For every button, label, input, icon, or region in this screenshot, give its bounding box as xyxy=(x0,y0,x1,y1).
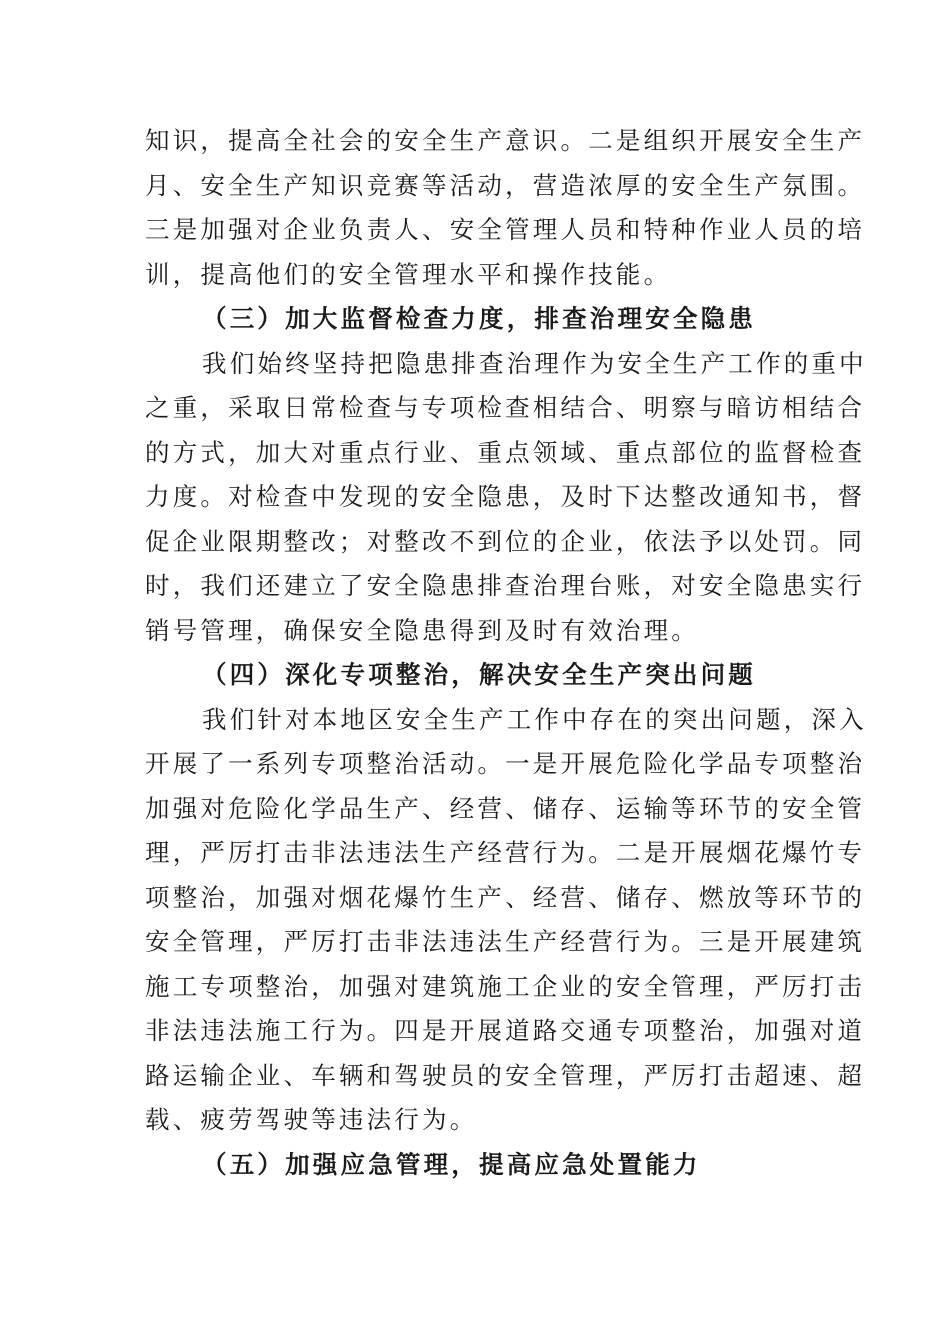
body-line: 我们始终坚持把隐患排查治理作为安全生产工作的重中 xyxy=(202,348,867,378)
body-line: 开展了一系列专项整治活动。一是开展危险化学品专项整治 xyxy=(145,749,866,778)
body-line: 销号管理，确保安全隐患得到及时有效治理。 xyxy=(145,615,699,645)
body-line: 安全管理，严厉打击非法违法生产经营行为。三是开展建筑 xyxy=(145,927,866,956)
body-line: 之重，采取日常检查与专项检查相结合、明察与暗访相结合 xyxy=(145,393,866,422)
body-line: 力度。对检查中发现的安全隐患，及时下达整改通知书，督 xyxy=(145,482,866,511)
body-line: 加强对危险化学品生产、经营、储存、运输等环节的安全管 xyxy=(145,793,866,823)
body-line: 路运输企业、车辆和驾驶员的安全管理，严厉打击超速、超 xyxy=(145,1060,866,1090)
body-line: 我们针对本地区安全生产工作中存在的突出问题，深入 xyxy=(202,704,867,734)
body-line: 时，我们还建立了安全隐患排查治理台账，对安全隐患实行 xyxy=(145,571,866,600)
body-line: 知识，提高全社会的安全生产意识。二是组织开展安全生产 xyxy=(145,126,866,155)
body-line: 理，严厉打击非法违法生产经营行为。二是开展烟花爆竹专 xyxy=(145,838,866,867)
body-line: 促企业限期整改；对整改不到位的企业，依法予以处罚。同 xyxy=(145,526,866,556)
body-line: 项整治，加强对烟花爆竹生产、经营、储存、燃放等环节的 xyxy=(145,882,866,912)
section-5-heading: （五）加强应急管理，提高应急处置能力 xyxy=(202,1149,701,1179)
body-line: 载、疲劳驾驶等违法行为。 xyxy=(145,1105,478,1134)
body-line: 施工专项整治，加强对建筑施工企业的安全管理，严厉打击 xyxy=(145,971,866,1001)
section-3-heading: （三）加大监督检查力度，排查治理安全隐患 xyxy=(202,304,756,333)
body-line: 训，提高他们的安全管理水平和操作技能。 xyxy=(145,259,672,289)
body-line: 三是加强对企业负责人、安全管理人员和特种作业人员的培 xyxy=(145,215,866,244)
section-4-heading: （四）深化专项整治，解决安全生产突出问题 xyxy=(202,660,756,689)
document-body xyxy=(145,119,867,1187)
body-line: 月、安全生产知识竞赛等活动，营造浓厚的安全生产氛围。 xyxy=(145,170,866,200)
body-line: 的方式，加大对重点行业、重点领域、重点部位的监督检查 xyxy=(145,437,866,467)
body-line: 非法违法施工行为。四是开展道路交通专项整治，加强对道 xyxy=(145,1016,866,1045)
